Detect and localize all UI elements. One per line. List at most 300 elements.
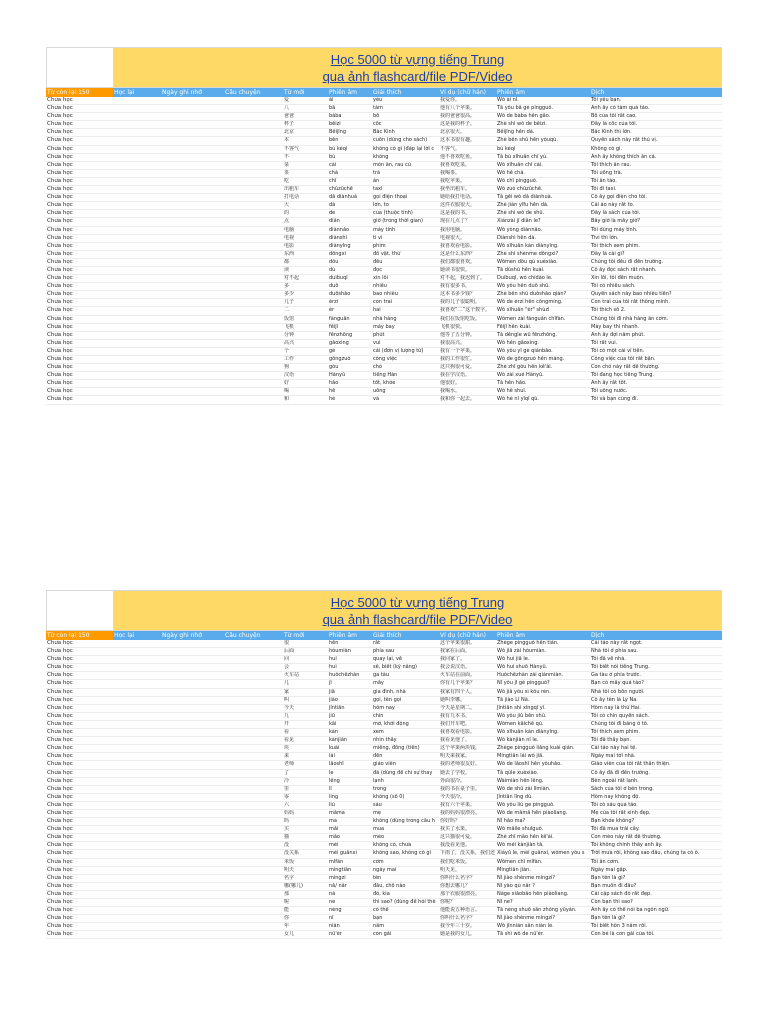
cell-translation[interactable]: Bên ngoài rất lạnh. (591, 777, 639, 784)
cell-word[interactable]: 菜 (284, 161, 290, 168)
cell-example-hanzi[interactable]: 她叫李娜。 (440, 696, 466, 703)
cell-translation[interactable]: Tôi biết hôn 3 năm rồi. (591, 923, 648, 930)
cell-meaning[interactable]: bạn (373, 915, 383, 922)
cell-example-pinyin[interactable]: Wǒ yǒu hěn duō shū. (497, 283, 550, 290)
cell-status[interactable]: Chưa học (47, 315, 73, 322)
cell-example-pinyin[interactable]: Wǒ hē shuǐ. (497, 388, 527, 395)
cell-review[interactable] (113, 802, 161, 809)
cell-story[interactable] (224, 97, 283, 104)
cell-status[interactable]: Chưa học (47, 664, 73, 671)
cell-translation[interactable]: Bạn có mấy quả táo? (591, 680, 644, 687)
cell-example-pinyin[interactable]: Wǒ xǐhuān "èr" shùzì (497, 307, 550, 314)
cell-status[interactable]: Chưa học (47, 793, 73, 800)
cell-example-hanzi[interactable]: 我们吃米饭。 (440, 858, 471, 865)
cell-review[interactable] (113, 146, 161, 153)
cell-example-hanzi[interactable]: 你想去哪儿？ (440, 882, 471, 889)
cell-example-pinyin[interactable]: Zhè shì wǒ de bēizi. (497, 121, 547, 128)
cell-memo-date[interactable] (161, 875, 224, 882)
cell-memo-date[interactable] (161, 672, 224, 679)
cell-translation[interactable]: Nhà tôi ở phía sau. (591, 648, 639, 655)
cell-pinyin[interactable]: bù (329, 153, 336, 160)
cell-example-hanzi[interactable]: 我的工作很忙。 (440, 356, 476, 362)
cell-status[interactable]: Chưa học (47, 145, 73, 152)
cell-status[interactable]: Chưa học (47, 737, 73, 744)
cell-meaning[interactable]: mèo (373, 834, 385, 841)
cell-example-hanzi[interactable]: 我的儿子很聪明。 (440, 299, 481, 306)
column-header-example-hanzi[interactable]: Ví dụ (chữ hán) (440, 89, 486, 96)
cell-status[interactable]: Chưa học (47, 712, 73, 719)
cell-status[interactable]: Chưa học (47, 121, 73, 128)
cell-example-hanzi[interactable]: 我在学汉语。 (440, 372, 471, 379)
cell-meaning[interactable]: tiếng Hán (373, 372, 398, 379)
cell-word[interactable]: 电影 (284, 242, 295, 249)
cell-example-pinyin[interactable]: Wǒ yǒu yī gè qiánbāo. (497, 347, 553, 354)
cell-word[interactable]: 女儿 (284, 931, 295, 938)
cell-memo-date[interactable] (161, 761, 224, 768)
cell-status[interactable]: Chưa học (47, 364, 73, 371)
cell-pinyin[interactable]: néng (329, 907, 342, 914)
cell-status[interactable]: Chưa học (47, 923, 73, 930)
cell-pinyin[interactable]: huí (329, 656, 337, 663)
cell-review[interactable] (113, 137, 161, 144)
cell-pinyin[interactable]: nà (329, 890, 336, 897)
cell-memo-date[interactable] (161, 372, 224, 379)
cell-example-hanzi[interactable]: 我坐出租车。 (440, 186, 471, 193)
cell-story[interactable] (224, 826, 283, 833)
cell-story[interactable] (224, 380, 283, 387)
cell-word[interactable]: 家 (284, 688, 290, 695)
column-header-example-hanzi[interactable]: Ví dụ (chữ hán) (440, 632, 486, 639)
cell-review[interactable] (113, 340, 161, 347)
cell-word[interactable]: 个 (284, 347, 290, 354)
cell-example-hanzi[interactable]: 电视很大。 (440, 234, 466, 241)
cell-example-hanzi[interactable]: 明天来我家。 (440, 753, 471, 760)
cell-word[interactable]: 不 (284, 153, 290, 160)
cell-status[interactable]: Chưa học (47, 704, 73, 711)
cell-memo-date[interactable] (161, 388, 224, 395)
cell-meaning[interactable]: ti vi (373, 234, 383, 241)
cell-example-pinyin[interactable]: Tā yǒu bā gè píngguǒ. (497, 105, 554, 112)
cell-translation[interactable]: Giáo viên của tôi rất thân thiện. (591, 761, 671, 768)
cell-review[interactable] (113, 243, 161, 250)
cell-memo-date[interactable] (161, 235, 224, 242)
cell-meaning[interactable]: yêu (373, 97, 383, 103)
cell-example-pinyin[interactable]: Wàimiàn hěn lěng. (497, 777, 544, 784)
cell-example-pinyin[interactable]: Wǒ zuò chūzūchē. (497, 186, 543, 193)
cell-example-hanzi[interactable]: 你呢？ (440, 899, 456, 905)
cell-example-pinyin[interactable]: Míngtiān jiàn. (497, 866, 531, 873)
cell-memo-date[interactable] (161, 380, 224, 387)
cell-story[interactable] (224, 761, 283, 768)
cell-word[interactable]: 会 (284, 664, 290, 671)
cell-memo-date[interactable] (161, 178, 224, 185)
cell-status[interactable]: Chưa học (47, 672, 73, 679)
cell-status[interactable]: Chưa học (47, 258, 73, 265)
cell-review[interactable] (113, 97, 161, 104)
cell-status[interactable]: Chưa học (47, 218, 73, 225)
cell-word[interactable]: 八 (284, 105, 290, 112)
cell-status[interactable]: Chưa học (47, 777, 73, 784)
cell-word[interactable]: 本 (284, 137, 290, 144)
cell-pinyin[interactable]: kuài (329, 745, 340, 752)
cell-pinyin[interactable]: bā (329, 105, 336, 112)
cell-status[interactable]: Chưa học (47, 161, 73, 168)
cell-example-hanzi[interactable]: 北京很大。 (440, 129, 466, 136)
cell-translation[interactable]: Cô ấy đã đi đến trường. (591, 769, 650, 776)
cell-meaning[interactable]: xem (373, 729, 384, 736)
cell-example-pinyin[interactable]: Nǐ jiào shénme míngzi? (497, 874, 556, 881)
cell-story[interactable] (224, 154, 283, 161)
cell-review[interactable] (113, 867, 161, 874)
cell-example-pinyin[interactable]: Tā shì wǒ de nǚ'ér. (497, 931, 545, 938)
cell-story[interactable] (224, 842, 283, 849)
cell-word[interactable]: 爸爸 (284, 113, 295, 120)
cell-review[interactable] (113, 713, 161, 720)
cell-translation[interactable]: Cái cặp sách đó rất đẹp. (591, 890, 652, 897)
cell-translation[interactable]: Cô ấy tên là Lý Na. (591, 696, 638, 703)
cell-review[interactable] (113, 283, 161, 290)
cell-story[interactable] (224, 867, 283, 874)
cell-memo-date[interactable] (161, 802, 224, 809)
cell-example-hanzi[interactable]: 你有几个苹果？ (440, 680, 476, 687)
cell-translation[interactable]: Ngày mai tới nhà. (591, 753, 636, 760)
cell-memo-date[interactable] (161, 729, 224, 736)
cell-word[interactable]: 年 (284, 923, 290, 930)
cell-meaning[interactable]: đồ vật, thứ (373, 250, 401, 257)
cell-status[interactable]: Chưa học (47, 720, 73, 727)
cell-translation[interactable]: Quyển sách này bao nhiêu tiền? (591, 291, 672, 298)
cell-story[interactable] (224, 859, 283, 866)
cell-memo-date[interactable] (161, 194, 224, 201)
cell-example-hanzi[interactable]: 下雨了，没关系，我们还 (440, 850, 496, 857)
cell-word[interactable]: 对不起 (284, 275, 300, 282)
cell-story[interactable] (224, 891, 283, 898)
cell-meaning[interactable]: gọi, tên gọi (373, 696, 402, 703)
cell-example-hanzi[interactable]: 你叫什么名字？ (440, 915, 476, 922)
cell-example-hanzi[interactable]: 不客气。 (440, 145, 461, 152)
cell-word[interactable]: 没关系 (284, 850, 300, 857)
cell-example-pinyin[interactable]: Wǒ de gōngzuò hěn máng. (497, 356, 565, 362)
cell-example-pinyin[interactable]: Wǒ de lǎoshī hěn yǒuhǎo. (497, 761, 562, 768)
cell-word[interactable]: 里 (284, 785, 290, 792)
cell-memo-date[interactable] (161, 842, 224, 849)
cell-meaning[interactable]: chó (373, 364, 382, 371)
cell-status[interactable]: Chưa học (47, 858, 73, 865)
cell-story[interactable] (224, 883, 283, 890)
cell-example-pinyin[interactable]: Wǒ chī píngguǒ. (497, 177, 538, 184)
cell-example-hanzi[interactable]: 这个苹果很甜。 (440, 640, 476, 646)
cell-status[interactable]: Chưa học (47, 785, 73, 792)
cell-translation[interactable]: Tôi đi taxi. (591, 186, 617, 193)
cell-example-pinyin[interactable]: Huǒchēzhàn zài qiánmiàn. (497, 672, 564, 679)
cell-word[interactable]: 儿子 (284, 299, 295, 306)
cell-translation[interactable]: Tôi và bạn cùng đi. (591, 396, 639, 403)
cell-example-hanzi[interactable]: 飞机很快。 (440, 323, 466, 330)
cell-pinyin[interactable]: líng (329, 793, 339, 800)
cell-word[interactable]: 妈妈 (284, 809, 295, 816)
cell-example-pinyin[interactable]: Wǒ xǐhuān kàn diànyǐng. (497, 242, 559, 249)
cell-example-hanzi[interactable]: 我家在后面。 (440, 648, 471, 655)
cell-pinyin[interactable]: èr (329, 307, 335, 314)
cell-example-hanzi[interactable]: 我的爸爸很高。 (440, 113, 476, 120)
cell-meaning[interactable]: mở, khởi động (373, 720, 409, 727)
cell-meaning[interactable]: phim (373, 242, 386, 249)
cell-pinyin[interactable]: jiā (329, 688, 335, 695)
cell-story[interactable] (224, 251, 283, 258)
cell-example-pinyin[interactable]: Wǒmen chī mǐfàn. (497, 858, 543, 865)
cell-word[interactable]: 不客气 (284, 145, 300, 152)
cell-translation[interactable]: Bạn muốn đi đâu? (591, 882, 637, 889)
cell-status[interactable]: Chưa học (47, 809, 73, 816)
cell-example-pinyin[interactable]: Nàge xiǎobāo hěn piàoliang. (497, 890, 569, 897)
cell-example-hanzi[interactable]: 明天见。 (440, 866, 461, 873)
cell-example-pinyin[interactable]: Wǒ huí jiā le. (497, 656, 530, 663)
cell-status[interactable]: Chưa học (47, 210, 73, 217)
cell-example-pinyin[interactable]: Wǒ kànjiàn nǐ le. (497, 737, 539, 744)
cell-review[interactable] (113, 705, 161, 712)
cell-example-pinyin[interactable]: Wǒ ài nǐ. (497, 97, 519, 103)
cell-meaning[interactable]: chín (373, 712, 384, 719)
cell-story[interactable] (224, 105, 283, 112)
cell-pinyin[interactable]: kāi (329, 720, 337, 727)
cell-story[interactable] (224, 770, 283, 777)
cell-status[interactable]: Chưa học (47, 186, 73, 193)
cell-meaning[interactable]: công việc (373, 356, 397, 362)
column-header-translation[interactable]: Dịch (591, 89, 605, 96)
cell-memo-date[interactable] (161, 146, 224, 153)
cell-pinyin[interactable]: ài (329, 97, 334, 103)
cell-memo-date[interactable] (161, 931, 224, 938)
cell-pinyin[interactable]: diànnǎo (329, 226, 350, 233)
cell-translation[interactable]: Bạn khỏe không? (591, 818, 635, 825)
cell-review[interactable] (113, 640, 161, 647)
cell-meaning[interactable]: rất (373, 640, 381, 646)
cell-meaning[interactable]: Bắc Kinh (373, 129, 395, 136)
cell-word[interactable]: 电脑 (284, 226, 295, 233)
cell-status[interactable]: Chưa học (47, 177, 73, 184)
cell-memo-date[interactable] (161, 259, 224, 266)
cell-example-hanzi[interactable]: 我家有四个人。 (440, 688, 476, 695)
cell-example-pinyin[interactable]: Zhè jiàn yīfu hěn dà. (497, 202, 549, 209)
cell-example-pinyin[interactable]: Wǒmen kāichē qù. (497, 720, 544, 727)
cell-meaning[interactable]: phút (373, 331, 385, 338)
cell-example-hanzi[interactable]: 我有很多书。 (440, 283, 471, 290)
cell-translation[interactable]: Tôi thích xem phim. (591, 242, 640, 249)
column-header-meaning[interactable]: Giải thích (373, 89, 402, 96)
cell-story[interactable] (224, 218, 283, 225)
cell-translation[interactable]: Tôi không chính thấy anh ấy. (591, 842, 663, 849)
sheet-title-line1[interactable]: Học 5000 từ vựng tiếng Trung (330, 51, 505, 67)
cell-status[interactable]: Chưa học (47, 194, 73, 201)
cell-translation[interactable]: Tôi đang học tiếng Trung. (591, 372, 655, 379)
cell-pinyin[interactable]: māma (329, 809, 345, 816)
cell-meaning[interactable]: nhiều (373, 283, 387, 290)
cell-example-pinyin[interactable]: Xiànzài jǐ diǎn le? (497, 218, 541, 225)
cell-word[interactable]: 的 (284, 210, 290, 217)
cell-status[interactable]: Chưa học (47, 169, 73, 176)
cell-review[interactable] (113, 648, 161, 655)
cell-review[interactable] (113, 672, 161, 679)
cell-meaning[interactable]: trong (373, 785, 387, 792)
cell-pinyin[interactable]: diǎn (329, 218, 340, 225)
cell-story[interactable] (224, 923, 283, 930)
cell-status[interactable]: Chưa học (47, 234, 73, 241)
cell-review[interactable] (113, 786, 161, 793)
cell-status[interactable]: Chưa học (47, 753, 73, 760)
cell-word[interactable]: 电视 (284, 234, 295, 241)
cell-pinyin[interactable]: lěng (329, 777, 340, 784)
cell-example-pinyin[interactable]: Nǐ hǎo ma? (497, 818, 526, 825)
cell-pinyin[interactable]: míngzi (329, 874, 346, 881)
cell-status[interactable]: Chưa học (47, 129, 73, 136)
cell-story[interactable] (224, 316, 283, 323)
cell-meaning[interactable]: đó, kia (373, 890, 390, 897)
cell-example-pinyin[interactable]: Nǐ yào qù nǎr ? (497, 882, 535, 889)
cell-status[interactable]: Chưa học (47, 680, 73, 687)
cell-status[interactable]: Chưa học (47, 275, 73, 282)
cell-story[interactable] (224, 275, 283, 282)
cell-meaning[interactable]: không sao, không có gì (373, 850, 431, 857)
cell-story[interactable] (224, 388, 283, 395)
cell-pinyin[interactable]: bēizi (329, 121, 341, 128)
cell-word[interactable]: 飞机 (284, 323, 295, 330)
column-header-memo-date[interactable]: Ngày ghi nhớ (162, 89, 202, 96)
cell-status[interactable]: Chưa học (47, 842, 73, 849)
cell-translation[interactable]: Tôi đã về nhà. (591, 656, 626, 663)
cell-example-pinyin[interactable]: Tā hěn hǎo. (497, 380, 527, 387)
cell-word[interactable]: 名字 (284, 874, 295, 881)
cell-example-hanzi[interactable]: 她是我的女儿。 (440, 931, 476, 938)
cell-example-pinyin[interactable]: Zhè běn shū duōshǎo qián? (497, 291, 567, 298)
cell-example-pinyin[interactable]: Wǒ de māmā hěn piàoliang. (497, 809, 568, 816)
cell-memo-date[interactable] (161, 915, 224, 922)
cell-example-pinyin[interactable]: Wǒ jiā zài hòumiàn. (497, 648, 547, 655)
cell-example-hanzi[interactable]: 这本书多少钱？ (440, 291, 476, 298)
cell-word[interactable]: 和 (284, 396, 290, 403)
cell-word[interactable]: 多 (284, 283, 290, 290)
cell-status[interactable]: Chưa học (47, 834, 73, 841)
cell-story[interactable] (224, 267, 283, 274)
cell-review[interactable] (113, 307, 161, 314)
cell-word[interactable]: 饭馆 (284, 315, 295, 322)
cell-story[interactable] (224, 340, 283, 347)
cell-translation[interactable]: Bạn tên là gì? (591, 874, 626, 881)
cell-status[interactable]: Chưa học (47, 331, 73, 338)
cell-word[interactable]: 工作 (284, 356, 295, 362)
cell-example-hanzi[interactable]: 他能说五种语言。 (440, 907, 481, 914)
cell-translation[interactable]: Cô ấy đọc sách rất nhanh. (591, 266, 657, 273)
cell-translation[interactable]: Trời mưa rồi, không sao đâu, chúng ta có ô. (591, 850, 700, 857)
cell-review[interactable] (113, 267, 161, 274)
cell-story[interactable] (224, 121, 283, 128)
cell-pinyin[interactable]: le (329, 769, 334, 776)
cell-word[interactable]: 来 (284, 753, 290, 760)
cell-story[interactable] (224, 729, 283, 736)
cell-word[interactable]: 火车站 (284, 672, 300, 679)
cell-translation[interactable]: Con trai của tôi rất thông minh. (591, 299, 670, 306)
cell-example-pinyin[interactable]: Wǒ mǎile shuǐguǒ. (497, 826, 544, 833)
cell-translation[interactable]: Tôi có nhiều sách. (591, 283, 636, 290)
cell-story[interactable] (224, 332, 283, 339)
cell-memo-date[interactable] (161, 899, 224, 906)
cell-memo-date[interactable] (161, 721, 224, 728)
cell-example-hanzi[interactable]: 现在几点了？ (440, 218, 471, 225)
cell-story[interactable] (224, 689, 283, 696)
cell-example-hanzi[interactable]: 她读书很快。 (440, 266, 471, 273)
cell-example-pinyin[interactable]: Jīntiān lǐng dù. (497, 793, 533, 800)
cell-pinyin[interactable]: hé (329, 396, 336, 403)
cell-word[interactable]: 几 (284, 680, 290, 687)
cell-pinyin[interactable]: dà (329, 202, 336, 209)
column-header-word[interactable]: Từ mới (284, 632, 305, 639)
cell-story[interactable] (224, 243, 283, 250)
cell-example-hanzi[interactable]: 我的老师很友好。 (440, 761, 481, 768)
cell-pinyin[interactable]: dǎ diànhuà (329, 194, 358, 201)
cell-story[interactable] (224, 194, 283, 201)
cell-meaning[interactable]: ga tàu (373, 672, 390, 679)
column-header-pinyin[interactable]: Phiên âm (329, 632, 358, 639)
cell-status[interactable]: Chưa học (47, 266, 73, 273)
column-header-review[interactable]: Học lại (114, 632, 135, 639)
cell-pinyin[interactable]: nián (329, 923, 340, 930)
cell-status[interactable]: Chưa học (47, 380, 73, 387)
cell-status[interactable]: Chưa học (47, 356, 73, 362)
cell-example-hanzi[interactable]: 我回家了。 (440, 656, 466, 663)
cell-example-hanzi[interactable]: 我用电脑。 (440, 226, 466, 233)
cell-meaning[interactable]: sẽ, biết (kỹ năng) (373, 664, 417, 671)
cell-pinyin[interactable]: fànguǎn (329, 315, 350, 322)
cell-pinyin[interactable]: bàba (329, 113, 342, 120)
cell-translation[interactable]: Anh ấy rất tốt. (591, 380, 628, 387)
cell-meaning[interactable]: cơm (373, 858, 384, 865)
cell-review[interactable] (113, 656, 161, 663)
cell-translation[interactable]: Chúng tôi đi nhà hàng ăn cơm. (591, 315, 669, 322)
cell-story[interactable] (224, 202, 283, 209)
cell-example-hanzi[interactable]: 这个苹果两块钱。 (440, 745, 481, 752)
cell-example-pinyin[interactable]: Xiàyǔ le, méi guānxi, wǒmen yǒu s (497, 850, 585, 857)
cell-meaning[interactable]: con gái (373, 931, 392, 938)
cell-translation[interactable]: Quyển sách này rất thú vị. (591, 137, 658, 144)
cell-review[interactable] (113, 202, 161, 209)
cell-pinyin[interactable]: nǚ'ér (329, 931, 342, 938)
cell-review[interactable] (113, 291, 161, 298)
cell-story[interactable] (224, 697, 283, 704)
cell-status[interactable]: Chưa học (47, 656, 73, 663)
cell-example-pinyin[interactable]: Wǒ yòng diànnǎo. (497, 226, 543, 233)
cell-memo-date[interactable] (161, 753, 224, 760)
cell-story[interactable] (224, 640, 283, 647)
cell-translation[interactable]: Cái táo này rất ngọt. (591, 640, 643, 646)
cell-example-pinyin[interactable]: Míngtiān lái wǒ jiā. (497, 753, 544, 760)
cell-story[interactable] (224, 915, 283, 922)
cell-example-pinyin[interactable]: Duìbuqǐ, wǒ chídào le. (497, 275, 553, 282)
cell-memo-date[interactable] (161, 316, 224, 323)
cell-memo-date[interactable] (161, 202, 224, 209)
cell-memo-date[interactable] (161, 786, 224, 793)
cell-example-pinyin[interactable]: Wǒ yǒu liù ge píngguǒ. (497, 801, 555, 808)
cell-word[interactable]: 爱 (284, 97, 290, 103)
cell-status[interactable]: Chưa học (47, 915, 73, 922)
cell-meaning[interactable]: tên (373, 874, 382, 881)
cell-pinyin[interactable]: mǐfàn (329, 858, 344, 865)
cell-translation[interactable]: Tôi có một cái ví tiền. (591, 347, 645, 354)
cell-example-hanzi[interactable]: 我吃苹果。 (440, 177, 466, 184)
cell-example-hanzi[interactable]: 我喜欢“二”这个数字。 (440, 307, 491, 314)
cell-example-hanzi[interactable]: 这只狗很可爱。 (440, 364, 476, 371)
cell-pinyin[interactable]: hěn (329, 640, 339, 646)
cell-example-hanzi[interactable]: 我没看见他。 (440, 842, 471, 849)
cell-pinyin[interactable]: māo (329, 834, 340, 841)
